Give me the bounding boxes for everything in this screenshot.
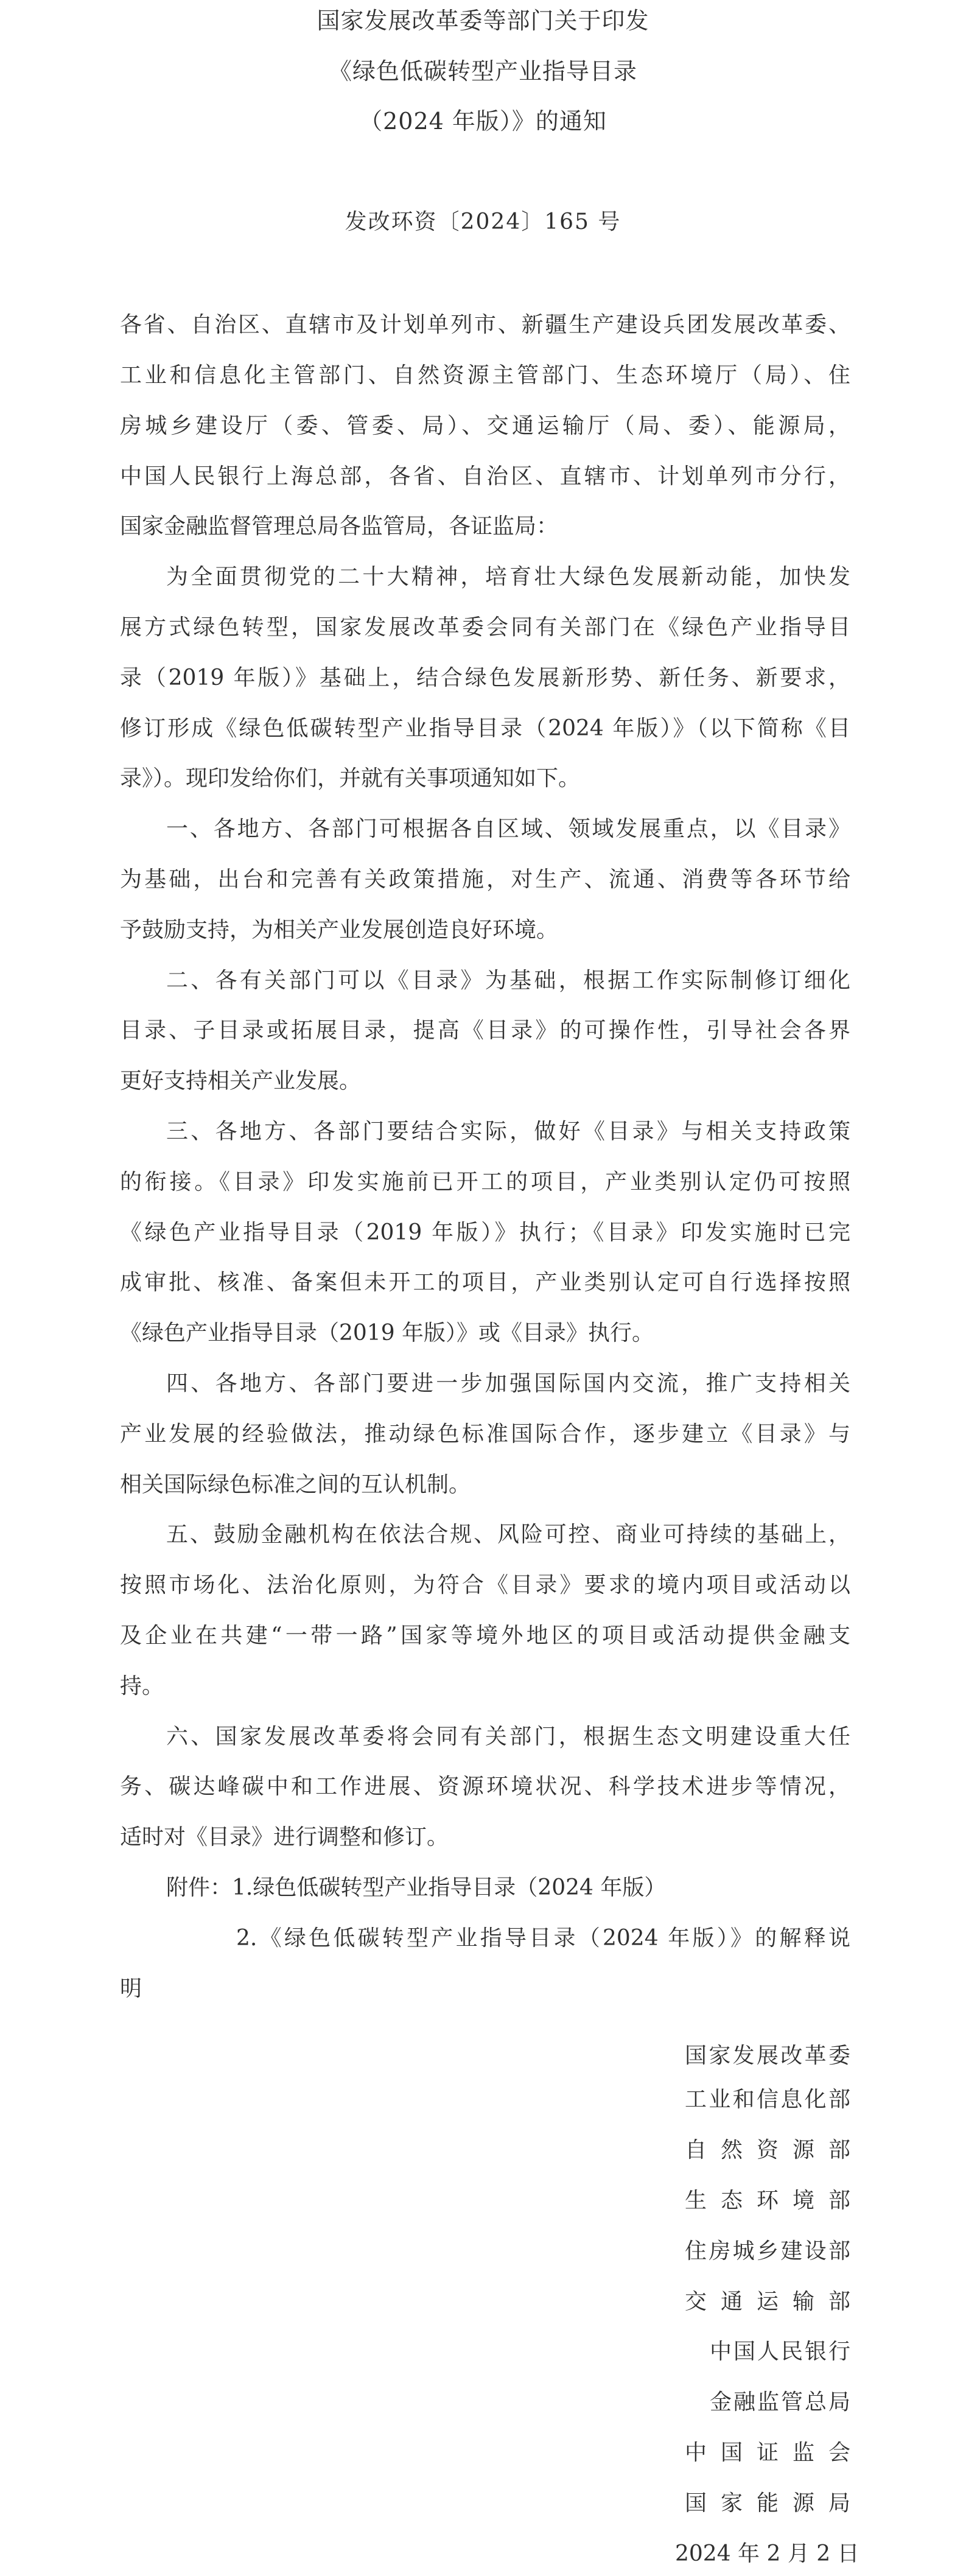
paragraph-line: 及企业在共建“一带一路”国家等境外地区的项目或活动提供金融支 <box>120 1623 850 1648</box>
paragraph-line: 修订形成《绿色低碳转型产业指导目录（2024 年版）》（以下简称《目 <box>120 716 850 741</box>
signatory: 住房城乡建设部 <box>685 2239 850 2264</box>
paragraph-line: 一、各地方、各部门可根据各自区域、领域发展重点，以《目录》 <box>166 816 850 841</box>
paragraph-line: 五、鼓励金融机构在依法合规、风险可控、商业可持续的基础上， <box>166 1522 850 1547</box>
paragraph-line: 四、各地方、各部门要进一步加强国际国内交流，推广支持相关 <box>166 1371 850 1396</box>
paragraph-line: 按照市场化、法治化原则，为符合《目录》要求的境内项目或活动以 <box>120 1573 850 1598</box>
issue-date: 2024 年 2 月 2 日 <box>675 2541 859 2566</box>
paragraph-line: 《绿色产业指导目录（2019 年版）》执行；《目录》印发实施时已完 <box>120 1220 850 1245</box>
paragraph-line: 为基础，出台和完善有关政策措施，对生产、流通、消费等各环节给 <box>120 867 850 892</box>
addressee-line: 中国人民银行上海总部，各省、自治区、直辖市、计划单列市分行， <box>120 464 850 489</box>
signatory: 国家能源局 <box>685 2491 850 2516</box>
paragraph-line: 更好支持相关产业发展。 <box>120 1069 362 1093</box>
paragraph-line: 适时对《目录》进行调整和修订。 <box>120 1825 449 1850</box>
paragraph-line: 的衔接。《目录》印发实施前已开工的项目，产业类别认定仍可按照 <box>120 1170 850 1195</box>
paragraph-line: 《绿色产业指导目录（2019 年版）》或《目录》执行。 <box>120 1321 654 1346</box>
paragraph-line: 目录、子目录或拓展目录，提高《目录》的可操作性，引导社会各界 <box>120 1018 850 1043</box>
signatory: 国家发展改革委 <box>685 2043 850 2068</box>
addressee-line: 国家金融监督管理总局各监管局，各证监局： <box>120 514 559 539</box>
signatory: 自然资源部 <box>685 2138 850 2163</box>
paragraph-line: 六、国家发展改革委将会同有关部门，根据生态文明建设重大任 <box>166 1724 850 1749</box>
paragraph-line: 产业发展的经验做法，推动绿色标准国际合作，逐步建立《目录》与 <box>120 1422 850 1447</box>
attachment-line-3: 明 <box>120 1976 142 2001</box>
paragraph-line: 录（2019 年版）》基础上，结合绿色发展新形势、新任务、新要求， <box>120 665 850 690</box>
paragraph-line: 予鼓励支持，为相关产业发展创造良好环境。 <box>120 918 559 942</box>
paragraph-line: 三、各地方、各部门要结合实际，做好《目录》与相关支持政策 <box>166 1119 850 1144</box>
paragraph-line: 持。 <box>120 1674 164 1699</box>
addressee-line: 工业和信息化主管部门、自然资源主管部门、生态环境厅（局）、住 <box>120 363 850 388</box>
paragraph-line: 成审批、核准、备案但未开工的项目，产业类别认定可自行选择按照 <box>120 1270 850 1295</box>
signatory: 中国人民银行 <box>710 2339 850 2364</box>
signatory: 金融监管总局 <box>710 2390 850 2415</box>
signatory: 中国证监会 <box>685 2440 850 2465</box>
signatory: 工业和信息化部 <box>685 2087 850 2112</box>
attachment-line-1: 附件：1.绿色低碳转型产业指导目录（2024 年版） <box>166 1875 667 1900</box>
paragraph-line: 务、碳达峰碳中和工作进展、资源环境状况、科学技术进步等情况， <box>120 1774 850 1799</box>
signatory: 交通运输部 <box>685 2289 850 2314</box>
title-line-2: 《绿色低碳转型产业指导目录 <box>328 58 637 85</box>
document-number: 发改环资〔2024〕165 号 <box>345 209 621 234</box>
signatory: 生态环境部 <box>685 2188 850 2213</box>
paragraph-line: 相关国际绿色标准之间的互认机制。 <box>120 1472 471 1497</box>
paragraph-line: 录》）。现印发给你们，并就有关事项通知如下。 <box>120 766 581 791</box>
paragraph-line: 二、各有关部门可以《目录》为基础，根据工作实际制修订细化 <box>166 968 850 993</box>
title-line-3: （2024 年版）》的通知 <box>359 108 607 135</box>
paragraph-line: 为全面贯彻党的二十大精神，培育壮大绿色发展新动能，加快发 <box>166 564 850 589</box>
paragraph-line: 展方式绿色转型，国家发展改革委会同有关部门在《绿色产业指导目 <box>120 615 850 640</box>
addressee-line: 各省、自治区、直辖市及计划单列市、新疆生产建设兵团发展改革委、 <box>120 312 850 337</box>
title-line-1: 国家发展改革委等部门关于印发 <box>317 7 649 34</box>
addressee-line: 房城乡建设厅（委、管委、局）、交通运输厅（局、委）、能源局， <box>120 413 850 438</box>
attachment-line-2: 2.《绿色低碳转型产业指导目录（2024 年版）》的解释说 <box>236 1926 850 1951</box>
